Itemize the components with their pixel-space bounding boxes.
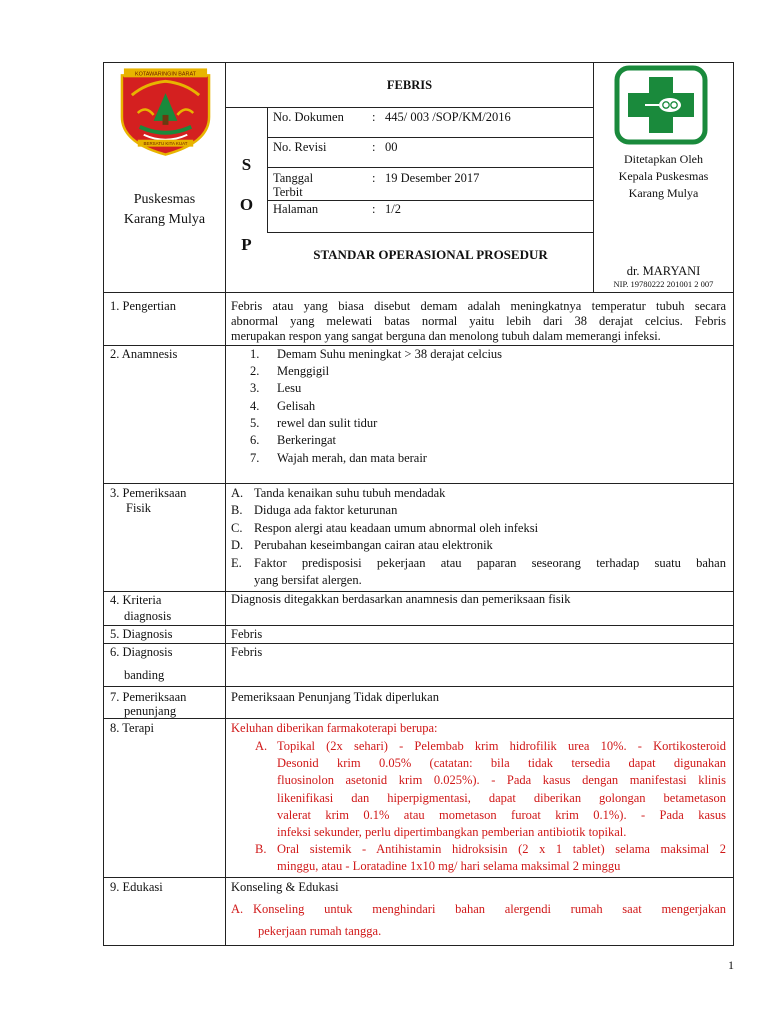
edukasi-heading: Konseling & Edukasi [231,880,339,894]
fisik-item-e: Faktor predisposisi pekerjaan atau paparan seseorang terhadap suatu bahan [254,556,726,570]
doc-number-sep: : [372,110,376,124]
anamnesis-num-3: 3. [250,381,260,395]
approver-name: dr. MARYANI [626,264,701,278]
edukasi-a-line-2: pekerjaan rumah tangga. [258,924,382,938]
doc-number-value: 445/ 003 /SOP/KM/2016 [385,110,511,124]
diagnosis-banding-label: 6. Diagnosis [110,645,173,659]
page-count-sep: : [372,202,376,216]
date-label: Tanggal Terbit [273,171,314,199]
terapi-b-line-2: minggu, atau - Loratadine 1x10 mg/ hari selama maksimal 2 minggu [277,859,621,873]
revision-sep: : [372,140,376,154]
terapi-num-a: A. [255,739,268,753]
pengertian-line-3: merupakan respon yang sangat berguna dan menolong tubuh dalam memerangi infeksi. [231,329,661,343]
svg-text:KOTAWARINGIN BARAT: KOTAWARINGIN BARAT [134,71,197,78]
anamnesis-num-2: 2. [250,364,260,378]
terapi-num-b: B. [255,842,267,856]
diagnosis-text: Febris [231,627,263,641]
pengertian-line-2: abnormal yang melewati batas normal yaitu lebih dari 38 derajat celcius. Febris [231,314,726,328]
fisik-num-a: A. [231,486,244,500]
anamnesis-item-2: Menggigil [277,364,330,378]
edukasi-num-a: A. [231,902,244,916]
anamnesis-item-3: Lesu [277,381,302,395]
kriteria-text: Diagnosis ditegakkan berdasarkan anamnesis dan pemeriksaan fisik [231,592,571,606]
anamnesis-num-5: 5. [250,416,260,430]
puskesmas-name: Puskesmas Karang Mulya [123,192,206,227]
sop-letter-s: S [241,155,252,174]
doc-number-label: No. Dokumen [273,110,344,124]
approver-nip: NIP. 19780222 201001 2 007 [613,279,714,289]
date-sep: : [372,171,376,185]
page-title: FEBRIS [386,78,433,92]
terapi-a-line-6: infeksi sekunder, perlu dipertimbangkan pemberian antibiotik topikal. [277,825,627,839]
penunjang-text: Pemeriksaan Penunjang Tidak diperlukan [231,690,439,704]
terapi-a-line-1: Topikal (2x sehari) - Pelembab krim hidrofilik urea 10%. - Kortikosteroid [277,739,726,753]
svg-text:BERSATU KITA KUAT: BERSATU KITA KUAT [143,141,188,147]
fisik-item-d: Perubahan keseimbangan cairan atau elektronik [254,538,493,552]
date-value: 19 Desember 2017 [385,171,480,185]
sop-subtitle: STANDAR OPERASIONAL PROSEDUR [313,247,548,262]
fisik-item-a: Tanda kenaikan suhu tubuh mendadak [254,486,446,500]
page-number: 1 [728,958,734,972]
terapi-a-line-5: valerat krim 0.1% atau mometason furoat krim 0.1%). - Pada kasus [277,808,726,822]
diagnosis-banding-label-2: banding [124,668,165,682]
terapi-a-line-3: fluosinolon asetonid krim 0.025%). - Pada kasus dengan manifestasi klinis [277,773,726,787]
health-logo [614,65,708,145]
edukasi-a-line-1: Konseling untuk menghindari bahan alergendi rumah saat mengerjakan [253,902,726,916]
anamnesis-item-5: rewel dan sulit tidur [277,416,378,430]
fisik-num-e: E. [231,556,242,570]
kriteria-label: 4. Kriteria diagnosis [110,593,172,623]
anamnesis-item-4: Gelisah [277,399,316,413]
pemeriksaan-fisik-label: 3. Pemeriksaan Fisik [110,486,187,515]
sop-letter-p: P [241,235,252,254]
revision-label: No. Revisi [273,140,327,154]
anamnesis-item-1: Demam Suhu meningkat > 38 derajat celcius [277,347,503,361]
page-count-value: 1/2 [385,202,401,216]
fisik-item-b: Diduga ada faktor keturunan [254,503,398,517]
fisik-num-b: B. [231,503,243,517]
terapi-intro: Keluhan diberikan farmakoterapi berupa: [231,721,438,735]
terapi-a-line-2: Desonid krim 0.05% (catatan: bila tidak tersedia dapat digunakan [277,756,726,770]
terapi-label: 8. Terapi [110,721,155,735]
sop-letter-o: O [239,195,254,214]
anamnesis-num-7: 7. [250,451,260,465]
revision-value: 00 [385,140,398,154]
anamnesis-item-7: Wajah merah, dan mata berair [277,451,427,465]
fisik-item-c: Respon alergi atau keadaan umum abnormal oleh infeksi [254,521,539,535]
page-count-label: Halaman [273,202,319,216]
fisik-num-d: D. [231,538,244,552]
diagnosis-banding-text: Febris [231,645,263,659]
approval-block: Ditetapkan Oleh Kepala Puskesmas Karang Mulya [618,152,709,200]
anamnesis-num-1: 1. [250,347,260,361]
anamnesis-item-6: Berkeringat [277,433,337,447]
fisik-item-e-cont: yang bersifat alergen. [254,573,362,587]
terapi-b-line-1: Oral sistemik - Antihistamin hidroksisin (2 x 1 tablet) selama maksimal 2 [277,842,726,856]
edukasi-label: 9. Edukasi [110,880,163,894]
diagnosis-label: 5. Diagnosis [110,627,173,641]
pengertian-label: 1. Pengertian [110,299,176,313]
anamnesis-num-6: 6. [250,433,260,447]
pengertian-line-1: Febris atau yang biasa disebut demam adalah meningkatnya temperatur tubuh secara [231,299,726,313]
fisik-num-c: C. [231,521,243,535]
regional-logo [116,65,215,157]
anamnesis-label: 2. Anamnesis [110,347,178,361]
anamnesis-num-4: 4. [250,399,260,413]
terapi-a-line-4: likenifikasi dan hiperpigmentasi, dapat diberikan golongan betametason [277,791,726,805]
penunjang-label: 7. Pemeriksaan penunjang [110,690,187,718]
